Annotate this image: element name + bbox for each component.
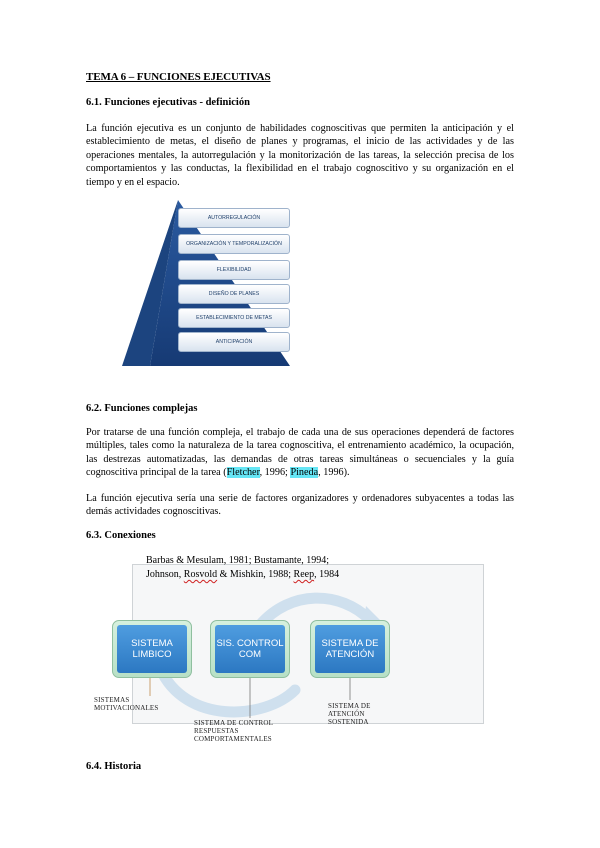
section-heading-conexiones: 6.3. Conexiones [86, 530, 156, 541]
sources-text: Rosvold [183, 569, 218, 580]
sources-text: , 1984 [314, 569, 340, 580]
paragraph-text: , 1996). [318, 467, 350, 479]
pyramid-tier: ESTABLECIMIENTO DE METAS [178, 308, 290, 328]
paragraph-text: , 1996; [259, 467, 291, 479]
pyramid-diagram [120, 198, 300, 368]
paragraph-factores: La función ejecutiva sería una serie de factores organizadores y ordenadores subyacentes a todas las demás actividades cognoscitivas. [86, 493, 514, 518]
pyramid-tier: AUTORREGULACIÓN [178, 208, 290, 228]
pyramid-tier: ORGANIZACIÓN Y TEMPORALIZACIÓN [178, 234, 290, 254]
sources-text: & Mishkin, 1988; [217, 569, 294, 580]
connections-diagram [90, 550, 510, 755]
box-label: SIS. CONTROL COM [215, 625, 285, 673]
paragraph-text: Por tratarse de una función compleja, el trabajo de cada una de sus operaciones dependerá de factores múltiples, tales como la naturaleza de la tarea cognoscitiva, el entrenamiento académico, la ocupación, las destrezas automatizadas, las demandas de otras tareas simultáneas o secuenciales y la guía cognoscitiva principal de la tarea ( [86, 427, 514, 479]
box-control [210, 620, 290, 678]
box-atencion [310, 620, 390, 678]
box-sistema-limbico [112, 620, 192, 678]
citation-highlight: Fletcher [226, 467, 260, 479]
box-label: SISTEMA DE ATENCIÓN [315, 625, 385, 673]
box-label: SISTEMA LIMBICO [117, 625, 187, 673]
paragraph-definicion: La función ejecutiva es un conjunto de habilidades cognoscitivas que permiten la anticipación y el establecimiento de metas, el diseño de planes y programas, el inicio de las actividades y de las operaciones mentales, la autorregulación y la monitorización de las tareas, la selección precisa de los comportamientos y las conductas, la flexibilidad en el trabajo cognoscitivo y su organización en el tiempo y en el espacio. [86, 123, 514, 188]
section-heading-historia: 6.4. Historia [86, 761, 142, 772]
pyramid-tier: DISEÑO DE PLANES [178, 284, 290, 304]
caption-atencion: SISTEMA DE ATENCIÓN SOSTENIDA [328, 702, 371, 726]
section-heading-complejas: 6.2. Funciones complejas [86, 403, 198, 414]
pyramid-tier: ANTICIPACIÓN [178, 332, 290, 352]
sources-line: Barbas & Mesulam, 1981; Bustamante, 1994; [146, 555, 330, 566]
caption-motivacionales: SISTEMAS MOTIVACIONALES [94, 696, 159, 712]
paragraph-complejas [86, 426, 514, 480]
citation-highlight: Pineda [290, 467, 319, 479]
section-heading-definicion: 6.1. Funciones ejecutivas - definición [86, 97, 250, 108]
sources-text: Johnson, [146, 569, 184, 580]
caption-control: SISTEMA DE CONTROL RESPUESTAS COMPORTAMENTALES [194, 719, 273, 743]
page-title: TEMA 6 – FUNCIONES EJECUTIVAS [86, 71, 271, 83]
sources-text: Reep [293, 569, 315, 580]
pyramid-tier: FLEXIBILIDAD [178, 260, 290, 280]
